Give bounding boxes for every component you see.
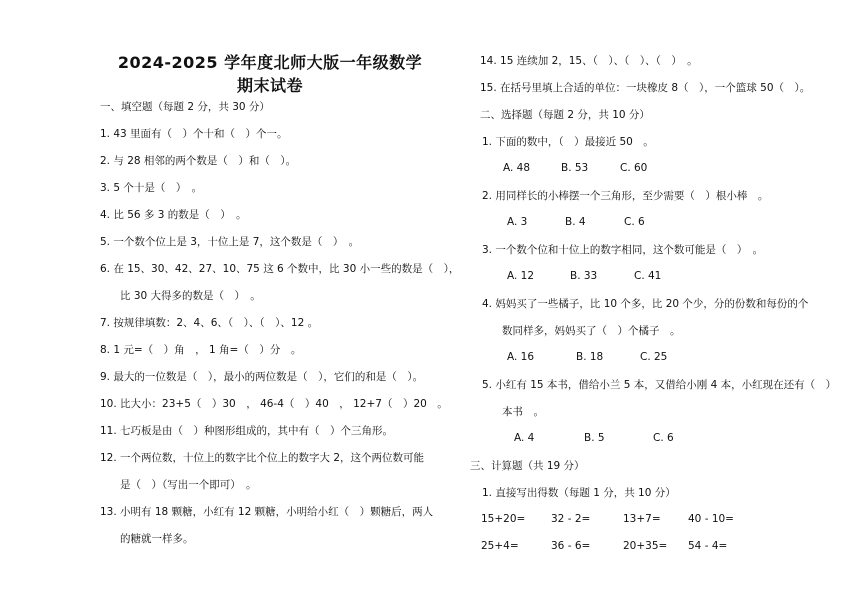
section2-heading: 二、选择题（每题 2 分，共 10 分）: [480, 109, 650, 121]
question-13-line2: 的糖就一样多。: [120, 533, 194, 545]
right-column: [470, 0, 860, 608]
calc-item: 54 - 4=: [688, 540, 728, 552]
choice-question-3: 3. 一个数个位和十位上的数字相同，这个数可能是（ ） 。: [482, 244, 764, 256]
choice-question-1: 1. 下面的数中，（ ）最接近 50 。: [482, 136, 654, 148]
calc-item: 13+7=: [623, 513, 661, 525]
calc-item: 32 - 2=: [551, 513, 591, 525]
exam-title: 2024-2025 学年度北师大版一年级数学: [117, 53, 423, 72]
question-6-line1: 6. 在 15、30、42、27、10、75 这 6 个数中，比 30 小一些的数是（ ），: [100, 263, 460, 275]
choice-1-option-b: B. 53: [561, 162, 589, 174]
choice-3-option-c: C. 41: [634, 270, 662, 282]
question-9: 9. 最大的一位数是（ ），最小的两位数是（ ），它们的和是（ ）。: [100, 371, 424, 383]
choice-4-option-c: C. 25: [640, 351, 668, 363]
question-5: 5. 一个数个位上是 3，十位上是 7，这个数是（ ） 。: [100, 236, 360, 248]
question-7: 7. 按规律填数：2、4、6、（ ）、（ ）、12 。: [100, 317, 319, 329]
choice-2-option-a: A. 3: [507, 216, 528, 228]
question-12-line1: 12. 一个两位数，十位上的数字比个位上的数字大 2，这个两位数可能: [100, 452, 425, 464]
choice-question-2: 2. 用同样长的小棒摆一个三角形，至少需要（ ）根小棒 。: [482, 190, 769, 202]
question-3: 3. 5 个十是（ ） 。: [100, 182, 203, 194]
choice-question-4-line1: 4. 妈妈买了一些橘子，比 10 个多，比 20 个少，分的份数和每份的个: [482, 298, 809, 310]
choice-question-4-line2: 数同样多，妈妈买了（ ）个橘子 。: [502, 325, 681, 337]
choice-question-5-line2: 本书 。: [502, 406, 544, 418]
choice-5-option-a: A. 4: [514, 432, 535, 444]
question-4: 4. 比 56 多 3 的数是（ ） 。: [100, 209, 247, 221]
question-14: 14. 15 连续加 2，15、（ ）、（ ）、（ ） 。: [480, 55, 698, 67]
choice-5-option-b: B. 5: [584, 432, 605, 444]
question-15: 15. 在括号里填上合适的单位：一块橡皮 8（ ），一个篮球 50（ ）。: [480, 82, 811, 94]
choice-1-option-c: C. 60: [620, 162, 648, 174]
question-12-line2: 是（ ）（写出一个即可） 。: [120, 479, 257, 491]
section3-question-1: 1. 直接写出得数（每题 1 分，共 10 分）: [482, 487, 676, 499]
calc-item: 25+4=: [481, 540, 519, 552]
choice-2-option-c: C. 6: [624, 216, 645, 228]
exam-subtitle: 期末试卷: [236, 76, 303, 95]
question-11: 11. 七巧板是由（ ）种图形组成的，其中有（ ）个三角形。: [100, 425, 394, 437]
question-8: 8. 1 元=（ ）角 ， 1 角=（ ）分 。: [100, 344, 302, 356]
choice-1-option-a: A. 48: [503, 162, 531, 174]
question-10: 10. 比大小：23+5（ ）30 ， 46-4（ ）40 ， 12+7（ ）20 。: [100, 398, 448, 410]
calc-item: 15+20=: [481, 513, 526, 525]
question-6-line2: 比 30 大得多的数是（ ） 。: [120, 290, 261, 302]
choice-3-option-a: A. 12: [507, 270, 535, 282]
choice-4-option-a: A. 16: [507, 351, 535, 363]
section3-heading: 三、计算题（共 19 分）: [470, 460, 585, 472]
question-1: 1. 43 里面有（ ）个十和（ ）个一。: [100, 128, 288, 140]
section1-heading: 一、填空题（每题 2 分，共 30 分）: [100, 101, 270, 113]
question-13-line1: 13. 小明有 18 颗糖，小红有 12 颗糖，小明给小红（ ）颗糖后，两人: [100, 506, 434, 518]
choice-2-option-b: B. 4: [565, 216, 586, 228]
choice-4-option-b: B. 18: [576, 351, 604, 363]
calc-item: 40 - 10=: [688, 513, 734, 525]
calc-item: 36 - 6=: [551, 540, 591, 552]
calc-item: 20+35=: [623, 540, 668, 552]
question-2: 2. 与 28 相邻的两个数是（ ）和（ ）。: [100, 155, 297, 167]
choice-question-5-line1: 5. 小红有 15 本书，借给小兰 5 本，又借给小刚 4 本，小红现在还有（ ）: [482, 379, 837, 391]
choice-3-option-b: B. 33: [570, 270, 598, 282]
choice-5-option-c: C. 6: [653, 432, 674, 444]
